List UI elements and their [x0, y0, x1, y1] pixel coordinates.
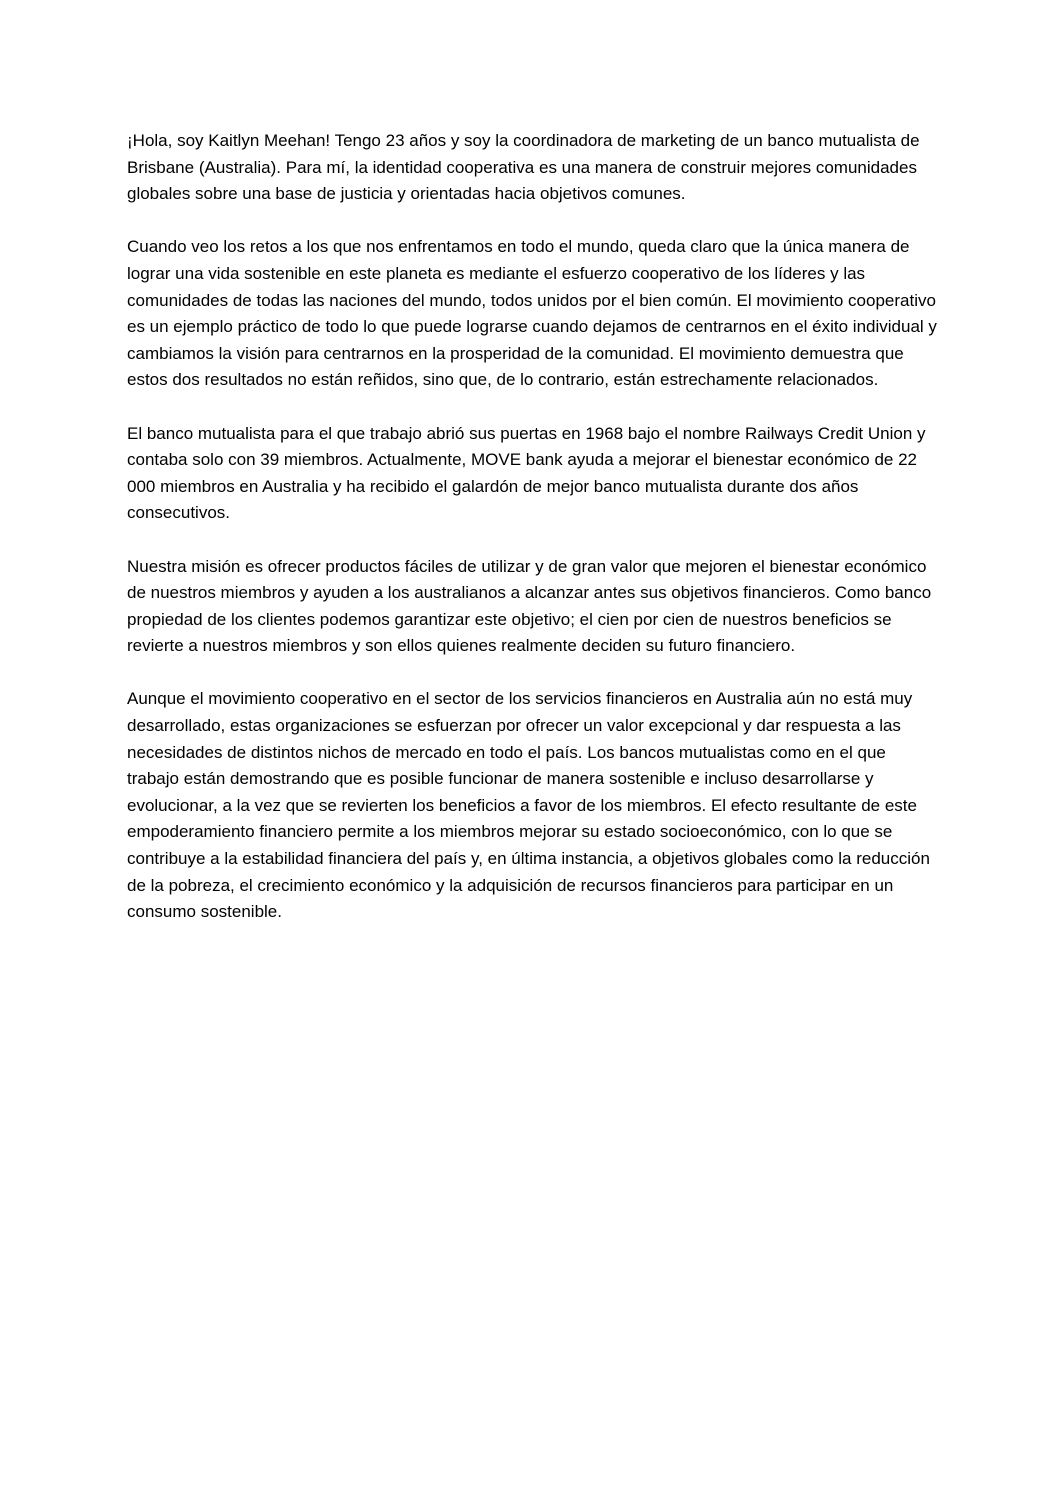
paragraph-bank-history: El banco mutualista para el que trabajo abrió sus puertas en 1968 bajo el nombre Railways Credit Union y contaba solo con 39 miembros. Actualmente, MOVE bank ayuda a mejorar el bienestar económico de 22 000 miembros en Australia y ha recibido el galardón de mejor banco mutualista durante dos años consecutivos. — [127, 423, 926, 523]
paragraph-intro: ¡Hola, soy Kaitlyn Meehan! Tengo 23 años y soy la coordinadora de marketing de un banco mutualista de Brisbane (Australia). Para mí, la identidad cooperativa es una manera de construir mejores comunidades globales sobre una base de justicia y orientadas hacia objetivos comunes. — [127, 131, 920, 204]
paragraph-mission: Nuestra misión es ofrecer productos fáciles de utilizar y de gran valor que mejoren el bienestar económico de nuestros miembros y ayuden a los australianos a alcanzar antes sus objetivos financieros. Como banco propiedad de los clientes podemos garantizar este objetivo; el cien por cien de nuestros beneficios se revierte a nuestros miembros y son ellos quienes realmente deciden su futuro financiero. — [127, 556, 932, 656]
document-text-body — [127, 128, 939, 926]
paragraph-sector-outlook: Aunque el movimiento cooperativo en el sector de los servicios financieros en Australia aún no está muy desarrollado, estas organizaciones se esfuerzan por ofrecer un valor excepcional y dar respuesta a las necesidades de distintos nichos de mercado en todo el país. Los bancos mutualistas como en el que trabajo están demostrando que es posible funcionar de manera sostenible e incluso desarrollarse y evolucionar, a la vez que se revierten los beneficios a favor de los miembros. El efecto resultante de este empoderamiento financiero permite a los miembros mejorar su estado socioeconómico, con lo que se contribuye a la estabilidad financiera del país y, en última instancia, a objetivos globales como la reducción de la pobreza, el crecimiento económico y la adquisición de recursos financieros para participar en un consumo sostenible. — [127, 689, 930, 922]
paragraph-cooperative-effort: Cuando veo los retos a los que nos enfrentamos en todo el mundo, queda claro que la única manera de lograr una vida sostenible en este planeta es mediante el esfuerzo cooperativo de los líderes y las comunidades de todas las naciones del mundo, todos unidos por el bien común. El movimiento cooperativo es un ejemplo práctico de todo lo que puede lograrse cuando dejamos de centrarnos en el éxito individual y cambiamos la visión para centrarnos en la prosperidad de la comunidad. El movimiento demuestra que estos dos resultados no están reñidos, sino que, de lo contrario, están estrechamente relacionados. — [127, 237, 937, 390]
